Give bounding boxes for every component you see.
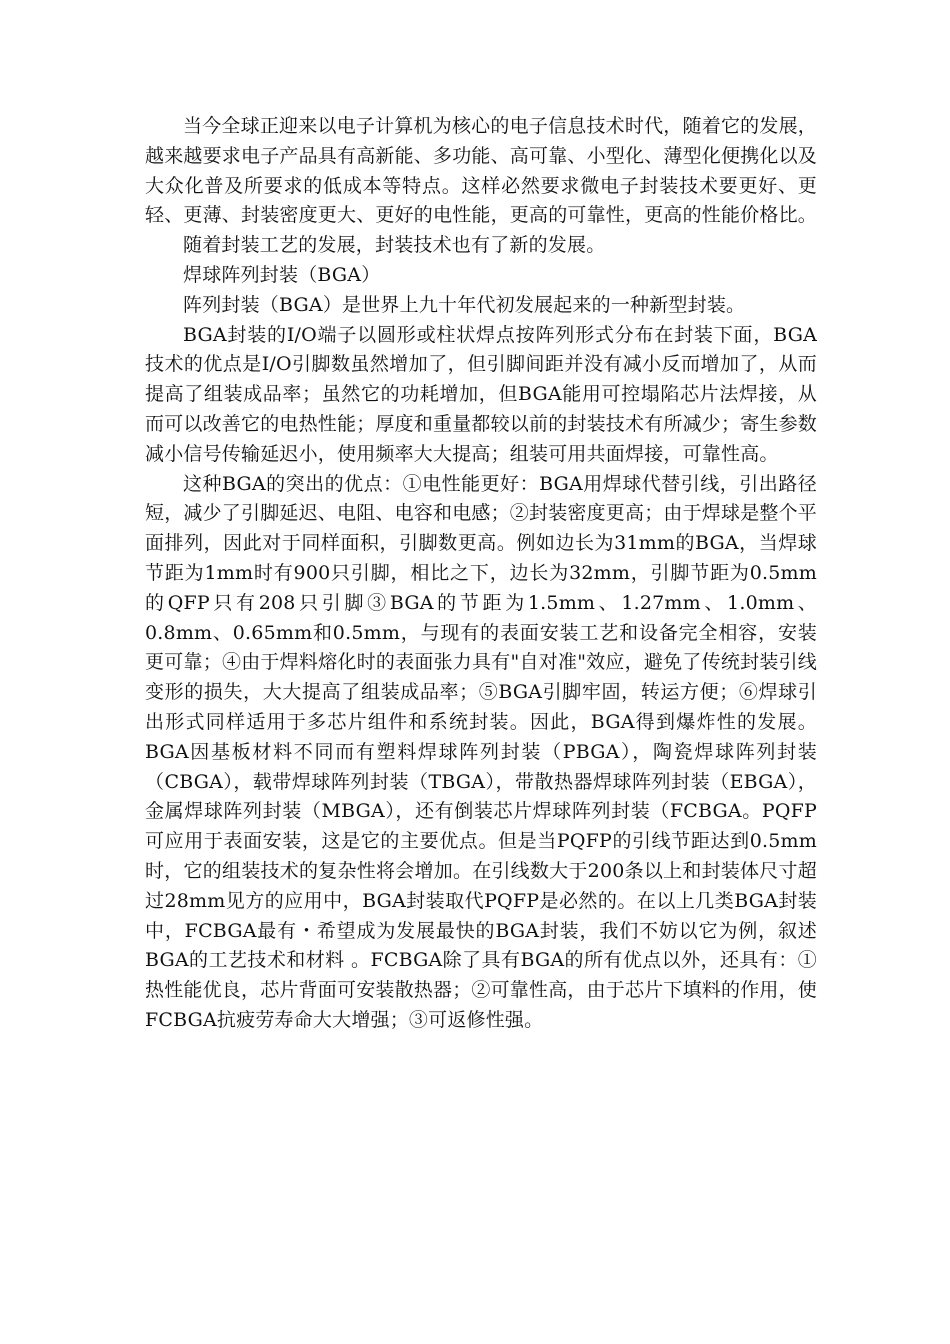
paragraph-bga-advantages: 这种BGA的突出的优点：①电性能更好：BGA用焊球代替引线，引出路径短，减少了引脚延迟、电阻、电容和电感；②封装密度更高；由于焊球是整个平面排列，因此对于同样面积，引脚数更高。例如边长为31mm的BGA，当焊球节距为1mm时有900只引脚，相比之下，边长为32mm，引脚节距为0.5mm的QFP只有208只引脚③BGA的节距为1.5mm、1.27mm、1.0mm、0.8mm、0.65mm和0.5mm，与现有的表面安装工艺和设备完全相容，安装更可靠；④由于焊料熔化时的表面张力具有"自对准"效应，避免了传统封装引线变形的损失，大大提高了组装成品率；⑤BGA引脚牢固，转运方便；⑥焊球引出形式同样适用于多芯片组件和系统封装。因此，BGA得到爆炸性的发展。BGA因基板材料不同而有塑料焊球阵列封装（PBGA），陶瓷焊球阵列封装（CBGA），载带焊球阵列封装（TBGA），带散热器焊球阵列封装（EBGA），金属焊球阵列封装（MBGA），还有倒装芯片焊球阵列封装（FCBGA。PQFP可应用于表面安装，这是它的主要优点。但是当PQFP的引线节距达到0.5mm时，它的组装技术的复杂性将会增加。在引线数大于200条以上和封装体尺寸超过28mm见方的应用中，BGA封装取代PQFP是必然的。在以上几类BGA封装中，FCBGA最有・希望成为发展最快的BGA封装，我们不妨以它为例，叙述BGA的工艺技术和材料 。FCBGA除了具有BGA的所有优点以外，还具有：①热性能优良，芯片背面可安装散热器；②可靠性高，由于芯片下填料的作用，使FCBGA抗疲劳寿命大大增强；③可返修性强。: [145, 472, 818, 1031]
paragraph-development: 随着封装工艺的发展，封装技术也有了新的发展。: [183, 234, 606, 257]
section-heading-bga: 焊球阵列封装（BGA）: [183, 263, 381, 286]
document-body: [145, 112, 817, 1036]
paragraph-bga-definition: 阵列封装（BGA）是世界上九十年代初发展起来的一种新型封装。: [183, 293, 746, 316]
paragraph-intro: 当今全球正迎来以电子计算机为核心的电子信息技术时代，随着它的发展，越来越要求电子产品具有高新能、多功能、高可靠、小型化、薄型化便携化以及大众化普及所要求的低成本等特点。这样必然要求微电子封装技术要更好、更轻、更薄、封装密度更大、更好的电性能，更高的可靠性，更高的性能价格比。: [145, 115, 818, 227]
paragraph-bga-terminals: BGA封装的I/O端子以圆形或柱状焊点按阵列形式分布在封装下面，BGA技术的优点是I/O引脚数虽然增加了，但引脚间距并没有减小反而增加了，从而提高了组装成品率；虽然它的功耗增加，但BGA能用可控塌陷芯片法焊接，从而可以改善它的电热性能；厚度和重量都较以前的封装技术有所减少；寄生参数减小信号传输延迟小，使用频率大大提高；组装可用共面焊接，可靠性高。: [145, 323, 818, 465]
